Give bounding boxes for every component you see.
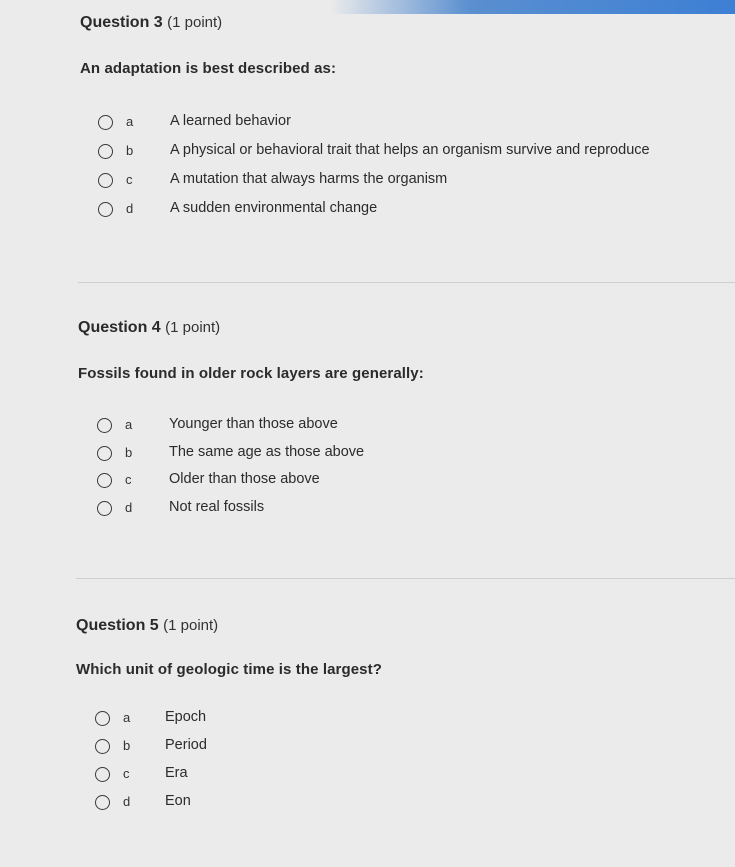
radio-button[interactable] [98,202,113,217]
option-label: The same age as those above [169,444,365,460]
option-b[interactable] [97,442,735,468]
option-d[interactable] [97,497,735,523]
radio-button[interactable] [97,473,112,488]
radio-button[interactable] [98,173,113,188]
option-letter: a [123,710,131,725]
radio-button[interactable] [97,501,112,516]
radio-button[interactable] [95,795,110,810]
option-c[interactable] [95,763,735,789]
option-letter: d [123,794,131,809]
option-label: A mutation that always harms the organism [170,171,448,187]
option-letter: b [123,738,131,753]
option-label: Eon [165,793,191,809]
radio-button[interactable] [95,711,110,726]
radio-button[interactable] [97,446,112,461]
radio-button[interactable] [98,144,113,159]
divider [78,282,735,283]
option-label: A sudden environmental change [170,200,378,216]
radio-button[interactable] [95,739,110,754]
option-b[interactable] [95,735,735,761]
option-letter: c [125,472,132,487]
option-letter: c [123,766,130,781]
top-accent-bar [0,0,735,14]
option-letter: c [126,172,133,187]
divider [76,578,735,579]
question-title: Question 5 (1 point) [76,617,219,634]
option-letter: b [125,445,133,460]
option-label: A physical or behavioral trait that helps an organism survive and reproduce [170,142,650,158]
option-label: Not real fossils [169,499,265,515]
option-a[interactable] [95,707,735,733]
option-label: Older than those above [169,471,320,487]
option-label: A learned behavior [170,113,291,129]
option-letter: b [126,143,134,158]
option-c[interactable] [97,469,735,495]
option-letter: a [125,417,133,432]
question-text: An adaptation is best described as: [80,60,337,77]
option-d[interactable] [95,791,735,817]
radio-button[interactable] [98,115,113,130]
option-c[interactable] [98,169,735,195]
option-label: Period [165,737,207,753]
option-a[interactable] [98,111,735,137]
question-text: Fossils found in older rock layers are generally: [78,365,424,382]
option-letter: d [126,201,134,216]
option-a[interactable] [97,414,735,440]
question-title: Question 3 (1 point) [80,14,223,31]
option-label: Era [165,765,188,781]
option-letter: d [125,500,133,515]
option-label: Epoch [165,709,207,725]
option-letter: a [126,114,134,129]
option-b[interactable] [98,140,735,166]
option-label: Younger than those above [169,416,338,432]
question-title: Question 4 (1 point) [78,319,221,336]
radio-button[interactable] [95,767,110,782]
option-d[interactable] [98,198,735,224]
question-text: Which unit of geologic time is the largest? [76,661,382,678]
radio-button[interactable] [97,418,112,433]
